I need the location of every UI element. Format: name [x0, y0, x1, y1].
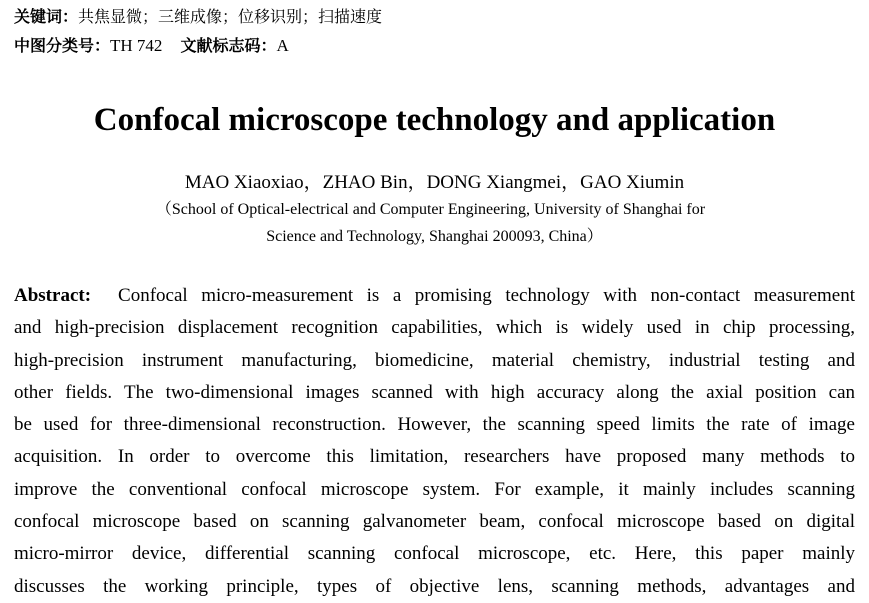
abstract-line: acquisition. In order to overcome this limitation, researchers have proposed many methods to [14, 446, 855, 468]
keywords-line [14, 6, 382, 28]
abstract-block [14, 280, 855, 603]
classification-line [14, 35, 289, 57]
abstract-line: micro-mirror device, differential scanning confocal microscope, etc. Here, this paper mainly [14, 543, 855, 565]
abstract-line: discusses the working principle, types of objective lens, scanning methods, advantages and [14, 575, 855, 597]
abstract-line: high-precision instrument manufacturing, biomedicine, material chemistry, industrial testing and [14, 349, 855, 371]
clc-value: TH 742 [110, 36, 163, 55]
doc-code-label: 文献标志码： [180, 36, 277, 55]
doc-code-value: A [276, 36, 289, 55]
keywords-value: 共焦显微；三维成像；位移识别；扫描速度 [78, 7, 383, 26]
author-list: MAO Xiaoxiao，ZHAO Bin，DONG Xiangmei，GAO Xiumin [184, 172, 685, 193]
abstract-line: be used for three-dimensional reconstruction. However, the scanning speed limits the rate of image [14, 414, 855, 436]
abstract-first-text: Confocal micro-measurement is a promising technology with non-contact measurement [118, 285, 855, 306]
paper-title: Confocal microscope technology and application [93, 102, 776, 138]
abstract-label: Abstract: [14, 285, 92, 306]
abstract-line: other fields. The two-dimensional images scanned with high accuracy along the axial position can [14, 381, 855, 403]
affiliation-line-1: （School of Optical-electrical and Computer Engineering, University of Shanghai for [155, 201, 706, 218]
keywords-label: 关键词： [14, 7, 79, 26]
abstract-first-line [14, 280, 855, 312]
clc-label: 中图分类号： [14, 36, 111, 55]
abstract-line: confocal microscope based on scanning galvanometer beam, confocal microscope based on digital [14, 511, 855, 533]
affiliation-line-2: Science and Technology, Shanghai 200093, China） [266, 228, 603, 245]
abstract-line: improve the conventional confocal microscope system. For example, it mainly includes scanning [14, 478, 855, 500]
abstract-line: and high-precision displacement recognition capabilities, which is widely used in chip processing, [14, 317, 855, 339]
